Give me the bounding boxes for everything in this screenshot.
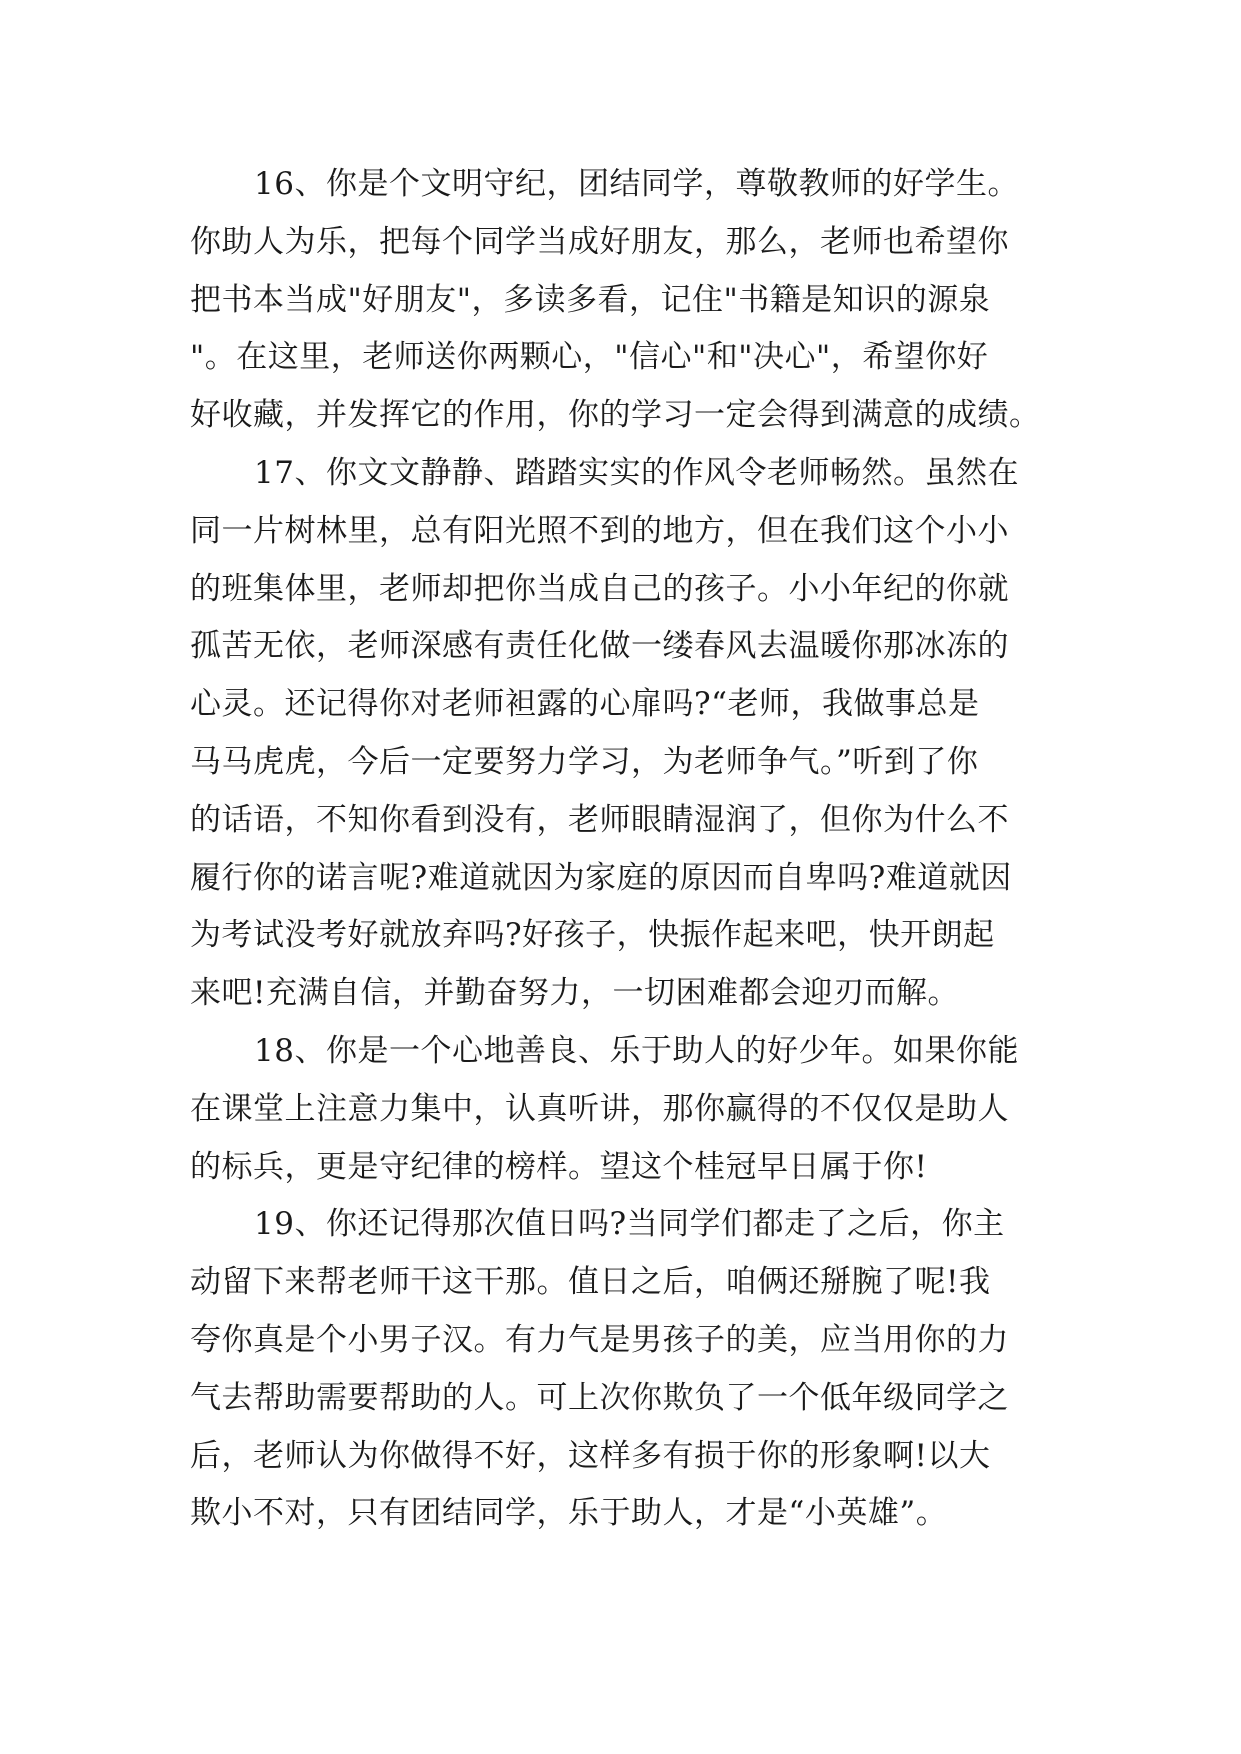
paragraph-line: 夸你真是个小男子汉。有力气是男孩子的美，应当用你的力 (190, 1321, 1009, 1358)
paragraph-line: 后，老师认为你做得不好，这样多有损于你的形象啊!以大 (190, 1437, 991, 1474)
paragraph-line: 动留下来帮老师干这干那。值日之后，咱俩还掰腕了呢!我 (190, 1264, 991, 1301)
paragraph-line: 19、你还记得那次值日吗?当同学们都走了之后，你主 (254, 1206, 1005, 1243)
paragraph-18 (190, 1023, 1070, 1196)
paragraph-line: 好收藏，并发挥它的作用，你的学习一定会得到满意的成绩。 (190, 397, 1041, 434)
paragraph-line: 在课堂上注意力集中，认真听讲，那你赢得的不仅仅是助人 (190, 1090, 1009, 1127)
paragraph-line: 的班集体里，老师却把你当成自己的孩子。小小年纪的你就 (190, 570, 1009, 607)
paragraph-line: 履行你的诺言呢?难道就因为家庭的原因而自卑吗?难道就因 (190, 859, 1012, 896)
paragraph-16 (190, 156, 1070, 445)
paragraph-line: 马马虎虎，今后一定要努力学习，为老师争气。”听到了你 (190, 743, 979, 780)
document-body (190, 156, 1070, 1543)
paragraph-line: 把书本当成"好朋友"，多读多看，记住"书籍是知识的源泉 (190, 281, 991, 318)
paragraph-line: 17、你文文静静、踏踏实实的作风令老师畅然。虽然在 (254, 454, 1019, 491)
paragraph-line: "。在这里，老师送你两颗心，"信心"和"决心"，希望你好 (190, 339, 989, 376)
paragraph-line: 欺小不对，只有团结同学，乐于助人，才是“小英雄”。 (190, 1495, 948, 1532)
paragraph-line: 16、你是个文明守纪，团结同学，尊敬教师的好学生。 (254, 166, 1019, 202)
paragraph-19 (190, 1196, 1070, 1543)
paragraph-17 (190, 445, 1070, 1023)
paragraph-line: 同一片树林里，总有阳光照不到的地方，但在我们这个小小 (190, 512, 1009, 549)
paragraph-line: 来吧!充满自信，并勤奋努力，一切困难都会迎刃而解。 (190, 975, 959, 1012)
paragraph-line: 为考试没考好就放弃吗?好孩子，快振作起来吧，快开朗起 (190, 917, 995, 954)
paragraph-line: 的话语，不知你看到没有，老师眼睛湿润了，但你为什么不 (190, 801, 1009, 838)
paragraph-line: 你助人为乐，把每个同学当成好朋友，那么，老师也希望你 (190, 223, 1009, 260)
paragraph-line: 的标兵，更是守纪律的榜样。望这个桂冠早日属于你! (190, 1148, 928, 1185)
paragraph-line: 18、你是一个心地善良、乐于助人的好少年。如果你能 (254, 1032, 1019, 1069)
paragraph-line: 气去帮助需要帮助的人。可上次你欺负了一个低年级同学之 (190, 1379, 1009, 1416)
paragraph-line: 孤苦无依，老师深感有责任化做一缕春风去温暖你那冰冻的 (190, 628, 1009, 665)
paragraph-line: 心灵。还记得你对老师袒露的心扉吗?“老师，我做事总是 (190, 686, 980, 723)
